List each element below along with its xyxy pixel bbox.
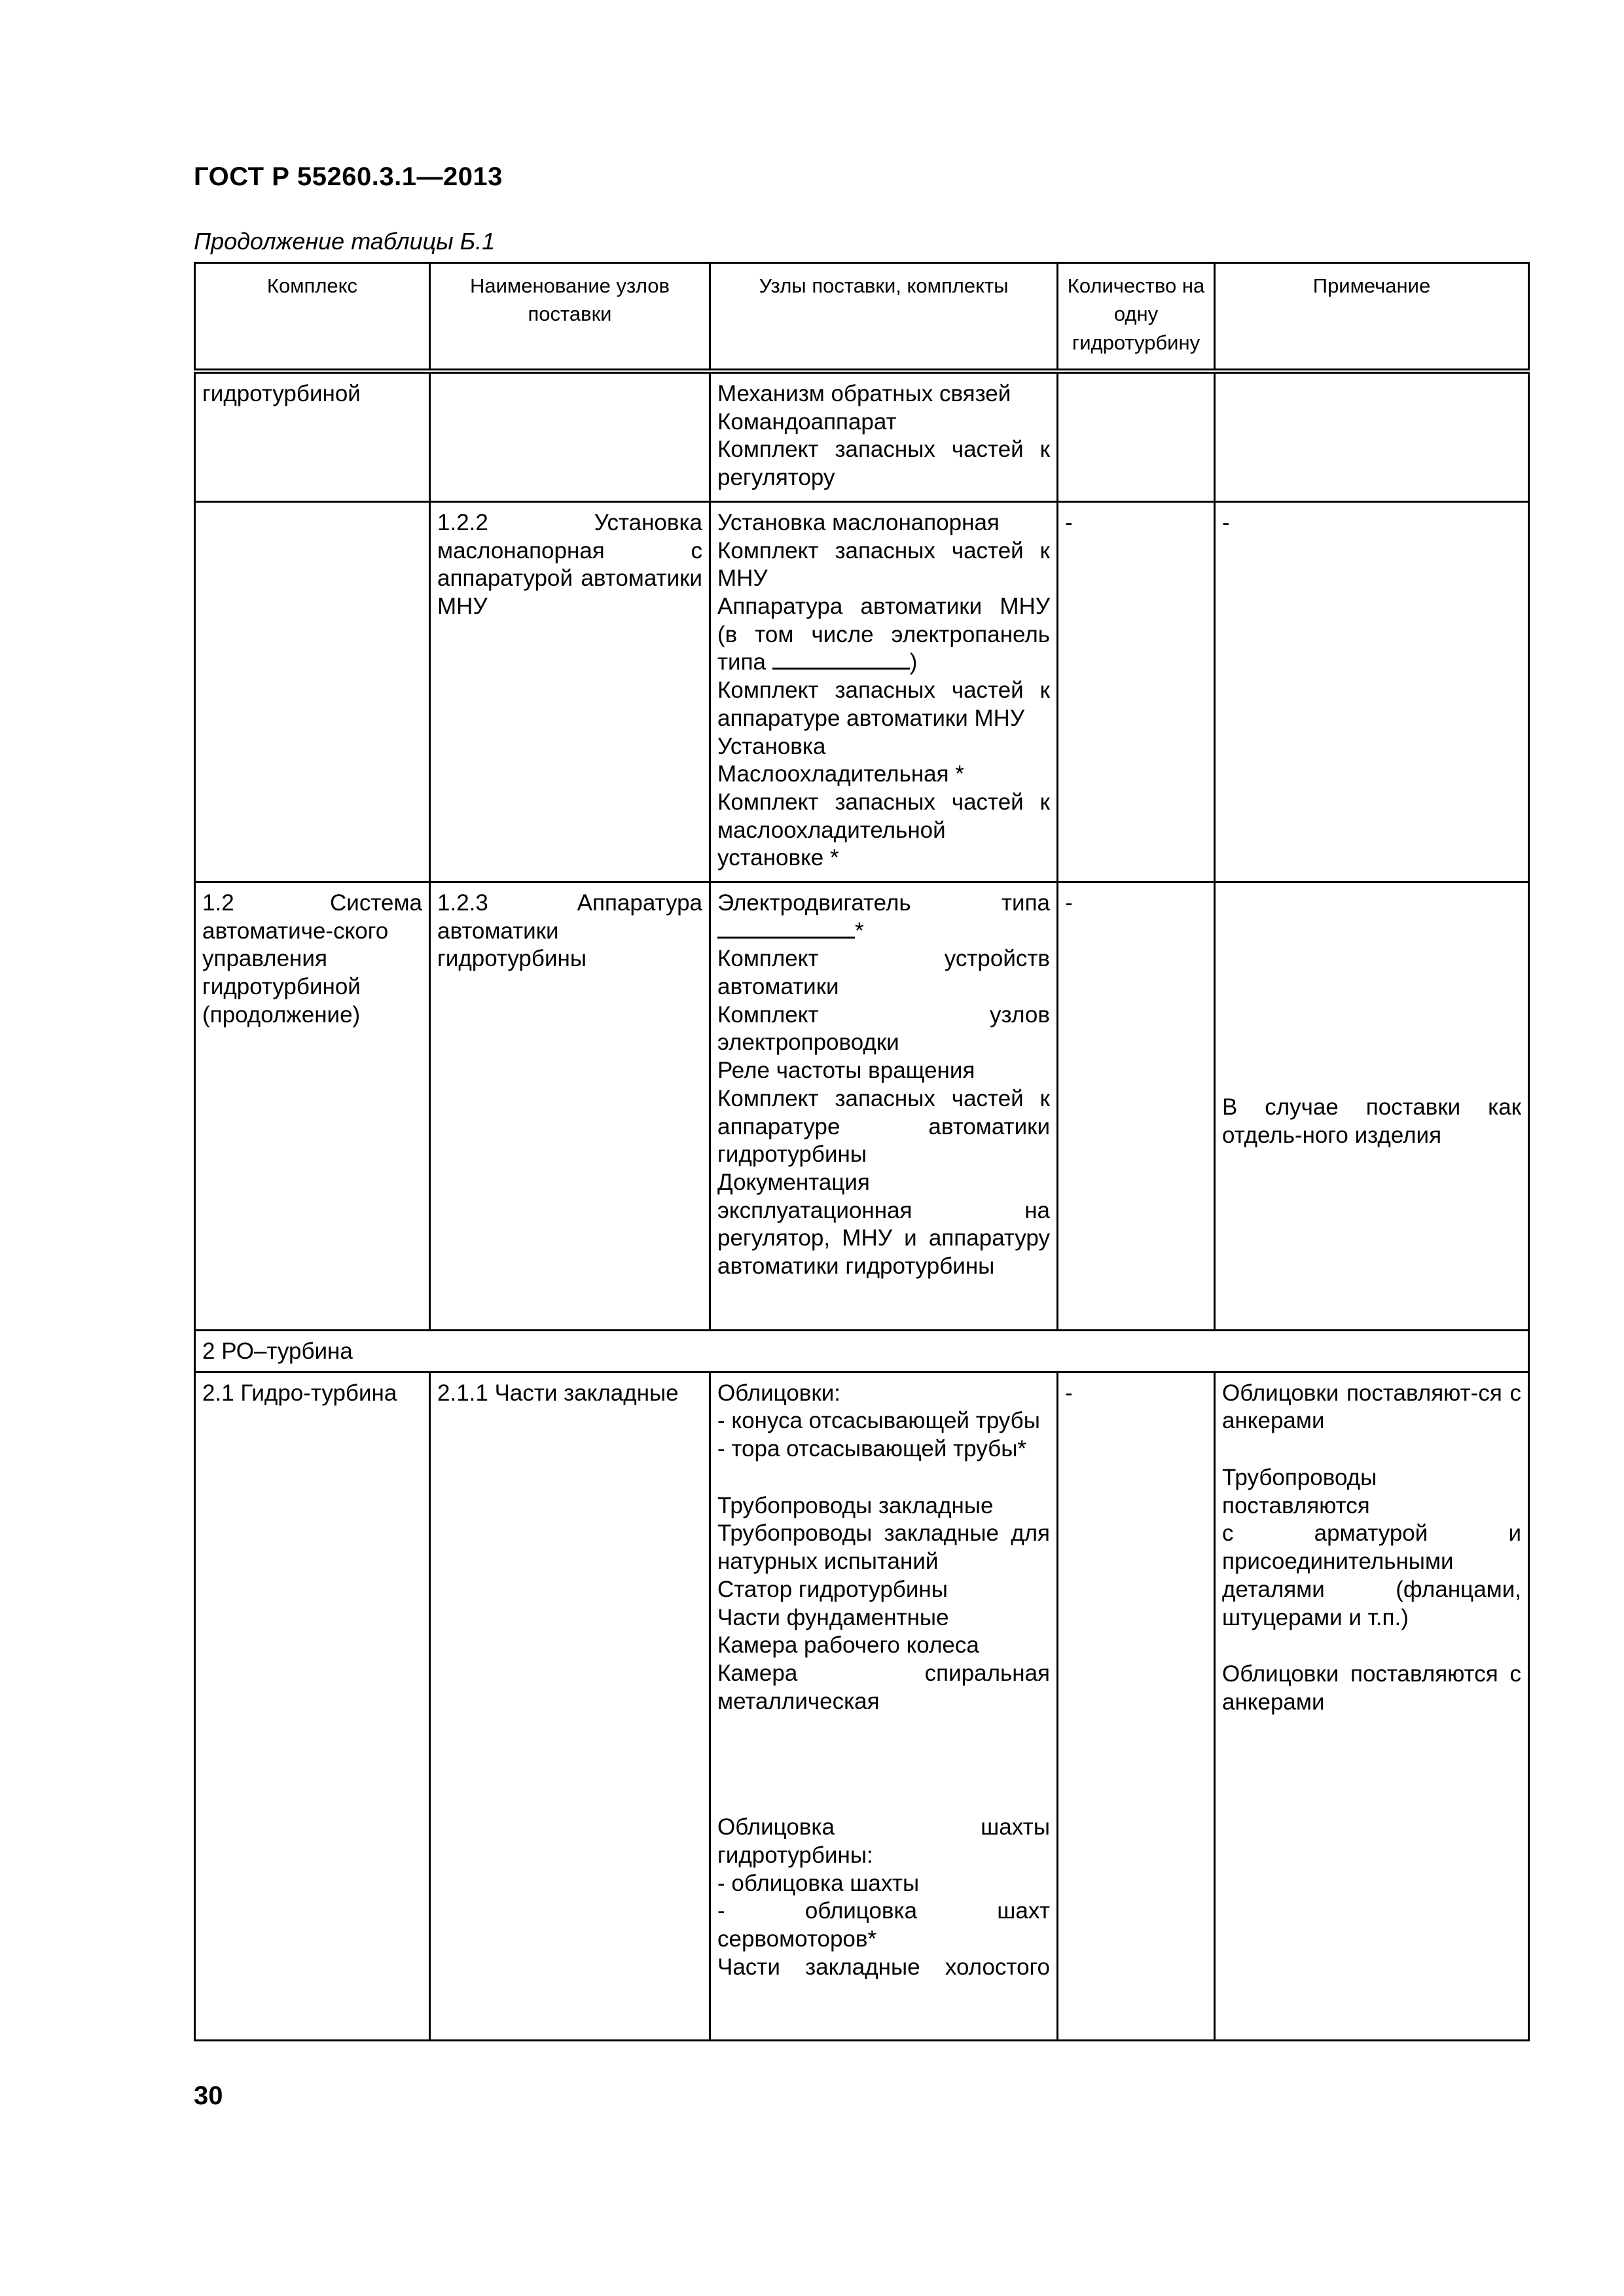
cell-complex: 1.2 Система автоматиче-ского управления гидротурбиной (продолжение) <box>195 882 430 1331</box>
item-line: Комплект запасных частей к МНУ <box>717 537 1050 592</box>
item-line: Облицовки: <box>717 1380 840 1406</box>
table-row <box>195 882 1529 1331</box>
item-text: Аппаратура автоматики МНУ (в том числе электропанель типа <box>717 594 1050 675</box>
item-line: Части фундаментные <box>717 1604 949 1630</box>
document-title: ГОСТ Р 55260.3.1—2013 <box>194 162 503 191</box>
item-gap <box>717 1463 1050 1492</box>
cell-note <box>1215 371 1529 502</box>
note-line: Облицовки поставляются с анкерами <box>1222 1661 1521 1715</box>
item-line: Электродвигатель типа <box>717 890 1050 916</box>
cell-node-name: 1.2.2 Установка маслонапорная с аппаратурой автоматики МНУ <box>430 502 710 882</box>
cell-note <box>1215 882 1529 1331</box>
cell-complex: 2.1 Гидро-турбина <box>195 1372 430 2040</box>
cell-items <box>710 882 1058 1331</box>
cell-items <box>710 1372 1058 2040</box>
cell-complex <box>195 502 430 882</box>
item-line: Комплект запасных частей к аппаратуре автоматики МНУ <box>717 677 1050 731</box>
blank-field <box>772 668 910 670</box>
item-line: Маслоохладительная * <box>717 761 964 787</box>
table-row <box>195 371 1529 502</box>
cell-items <box>710 371 1058 502</box>
table-row <box>195 502 1529 882</box>
blank-field <box>717 937 855 939</box>
item-line: Установка маслонапорная <box>717 510 1000 535</box>
item-line: Механизм обратных связей <box>717 381 1011 406</box>
note-gap <box>1222 1435 1521 1464</box>
note-gap <box>1222 1632 1521 1660</box>
item-line: Трубопроводы закладные <box>717 1492 994 1518</box>
item-gap <box>717 1715 1050 1814</box>
item-line: Комплект устройств автоматики <box>717 946 1050 1000</box>
section-title: 2 РО–турбина <box>195 1331 1529 1372</box>
item-line: Комплект запасных частей к маслоохладительной установке * <box>717 789 1050 871</box>
note-spacer <box>1222 889 1521 1094</box>
cell-note <box>1215 1372 1529 2040</box>
item-line: Статор гидротурбины <box>717 1576 948 1602</box>
item-line: Трубопроводы закладные для натурных испытаний <box>717 1520 1050 1575</box>
column-header-items: Узлы поставки, комплекты <box>710 263 1058 372</box>
column-header-node-name: Наименование узлов поставки <box>430 263 710 372</box>
item-text: ) <box>909 649 918 675</box>
cell-node-name: 1.2.3 Аппаратура автоматики гидротурбины <box>430 882 710 1331</box>
item-line: - тора отсасывающей трубы* <box>717 1436 1026 1462</box>
delivery-table <box>194 262 1530 2041</box>
page-number: 30 <box>194 2081 223 2110</box>
item-line: - конуса отсасывающей трубы <box>717 1408 1040 1434</box>
item-line: Реле частоты вращения <box>717 1058 975 1084</box>
cell-note: - <box>1215 502 1529 882</box>
column-header-note: Примечание <box>1215 263 1529 372</box>
cell-items <box>710 502 1058 882</box>
item-line: - облицовка шахты <box>717 1870 920 1896</box>
item-line: Документация эксплуатационная на регулятор, МНУ и аппаратуру автоматики гидротурбины <box>717 1169 1050 1279</box>
item-text: * <box>855 918 864 944</box>
item-line: Облицовка шахты гидротурбины: <box>717 1814 1050 1868</box>
cell-quantity: - <box>1058 882 1215 1331</box>
item-line: Комплект узлов электропроводки <box>717 1001 1050 1056</box>
item-line: Командоаппарат <box>717 408 897 435</box>
item-line: - облицовка шахт сервомоторов* <box>717 1898 1050 1952</box>
cell-complex: гидротурбиной <box>195 371 430 502</box>
table-row <box>195 1372 1529 2040</box>
table-header-row <box>195 263 1529 372</box>
note-line: Трубопроводы поставляются <box>1222 1465 1377 1518</box>
note-line: В случае поставки как отдель-ного изделия <box>1222 1094 1521 1148</box>
column-header-complex: Комплекс <box>195 263 430 372</box>
item-line: Камера рабочего колеса <box>717 1632 979 1659</box>
cell-node-name: 2.1.1 Части закладные <box>430 1372 710 2040</box>
item-line: Части закладные холостого <box>717 1954 1050 1980</box>
table-caption: Продолжение таблицы Б.1 <box>194 228 496 255</box>
item-line: Комплект запасных частей к регулятору <box>717 437 1050 491</box>
item-line: Установка <box>717 733 826 759</box>
note-line: Облицовки поставляют-ся с анкерами <box>1222 1380 1521 1434</box>
cell-quantity: - <box>1058 502 1215 882</box>
item-line <box>717 593 1050 677</box>
note-line: с арматурой и присоединительными деталями (фланцами, штуцерами и т.п.) <box>1222 1520 1521 1630</box>
column-header-quantity: Количество на одну гидротурбину <box>1058 263 1215 372</box>
item-line: Комплект запасных частей к аппаратуре автоматики гидротурбины <box>717 1085 1050 1168</box>
item-line: Камера спиральная металлическая <box>717 1660 1050 1714</box>
cell-quantity <box>1058 371 1215 502</box>
cell-quantity: - <box>1058 1372 1215 2040</box>
cell-node-name <box>430 371 710 502</box>
section-row <box>195 1331 1529 1372</box>
item-line <box>717 918 1050 946</box>
